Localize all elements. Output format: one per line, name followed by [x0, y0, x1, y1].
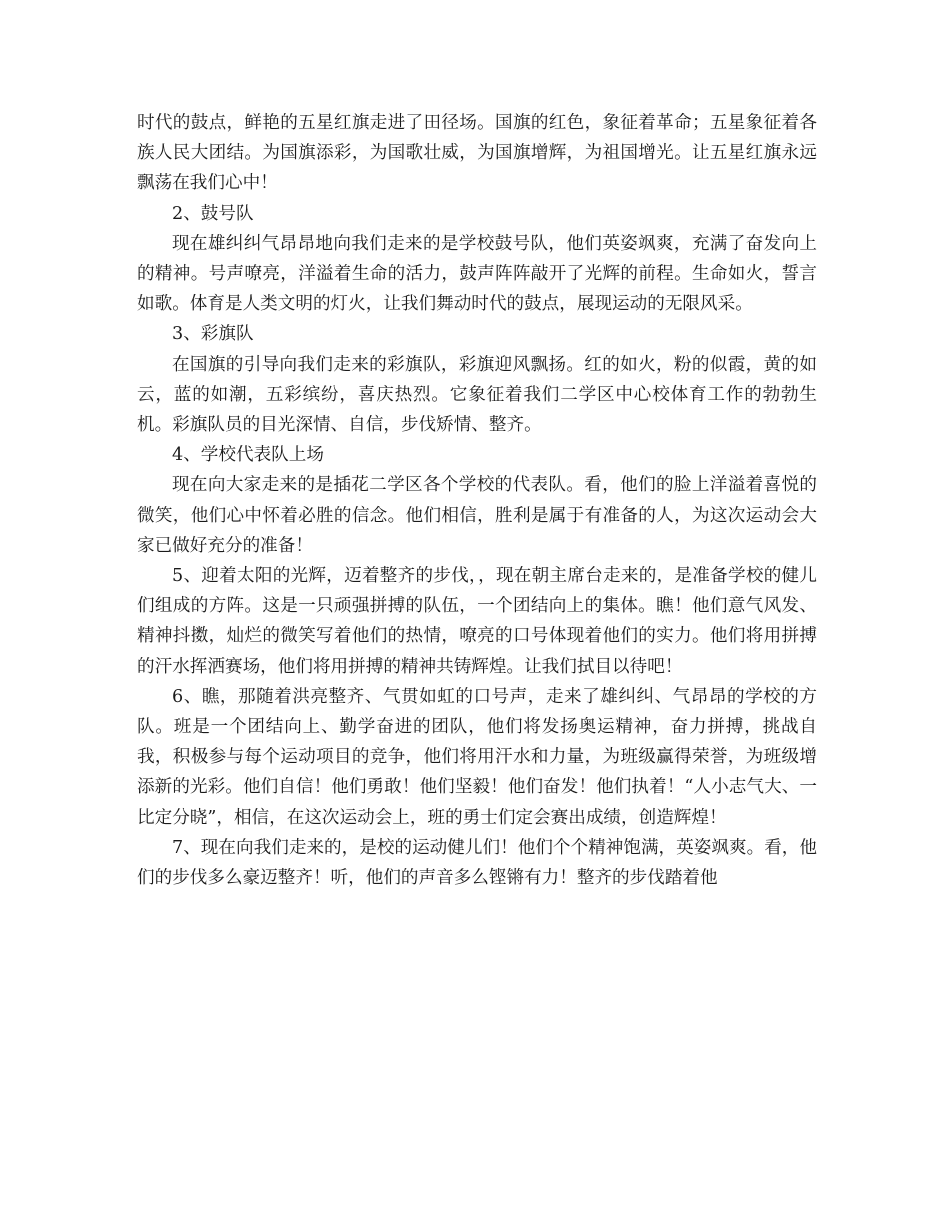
paragraph-item-6: 6、瞧，那随着洪亮整齐、气贯如虹的口号声，走来了雄纠纠、气昂昂的学校的方队。班是一个团结向上、勤学奋进的团队，他们将发扬奥运精神，奋力拼搏，挑战自我，积极参与每个运动项目的竞争，他们将用汗水和力量，为班级赢得荣誉，为班级增添新的光彩。他们自信！他们勇敢！他们坚毅！他们奋发！他们执着！“人小志气大、一比定分晓”，相信，在这次运动会上，班的勇士们定会赛出成绩，创造辉煌！ [137, 686, 817, 828]
paragraph-item-5: 5、迎着太阳的光辉，迈着整齐的步伐，，现在朝主席台走来的，是准备学校的健儿们组成的方阵。这是一只顽强拼搏的队伍，一个团结向上的集体。瞧！他们意气风发、精神抖擞，灿烂的微笑写着他们的热情，嘹亮的口号体现着他们的实力。他们将用拼搏的汗水挥洒赛场，他们将用拼搏的精神共铸辉煌。让我们拭目以待吧！ [137, 566, 817, 677]
section-heading-school-teams: 4、学校代表队上场 [172, 445, 324, 466]
document-body [137, 108, 817, 893]
paragraph-item-7: 7、现在向我们走来的，是校的运动健儿们！他们个个精神饱满，英姿飒爽。看，他们的步伐多么豪迈整齐！听，他们的声音多么铿锵有力！整齐的步伐踏着他 [137, 837, 817, 889]
paragraph-flag-team: 在国旗的引导向我们走来的彩旗队，彩旗迎风飘扬。红的如火，粉的似霞，黄的如云，蓝的如潮，五彩缤纷，喜庆热烈。它象征着我们二学区中心校体育工作的勃勃生机。彩旗队员的目光深情、自信，步伐矫情、整齐。 [137, 354, 817, 436]
section-heading-drum-band: 2、鼓号队 [172, 203, 254, 224]
paragraph-continuation: 时代的鼓点，鲜艳的五星红旗走进了田径场。国旗的红色，象征着革命；五星象征着各族人民大团结。为国旗添彩，为国歌壮威，为国旗增辉，为祖国增光。让五星红旗永远飘荡在我们心中！ [137, 113, 817, 194]
paragraph-drum-band: 现在雄纠纠气昂昂地向我们走来的是学校鼓号队，他们英姿飒爽，充满了奋发向上的精神。号声嘹亮，洋溢着生命的活力，鼓声阵阵敲开了光辉的前程。生命如火，誓言如歌。体育是人类文明的灯火，让我们舞动时代的鼓点，展现运动的无限风采。 [137, 233, 817, 315]
paragraph-school-teams: 现在向大家走来的是插花二学区各个学校的代表队。看，他们的脸上洋溢着喜悦的微笑，他们心中怀着必胜的信念。他们相信，胜利是属于有准备的人，为这次运动会大家已做好充分的准备！ [137, 475, 817, 556]
section-heading-flag-team: 3、彩旗队 [172, 324, 254, 345]
